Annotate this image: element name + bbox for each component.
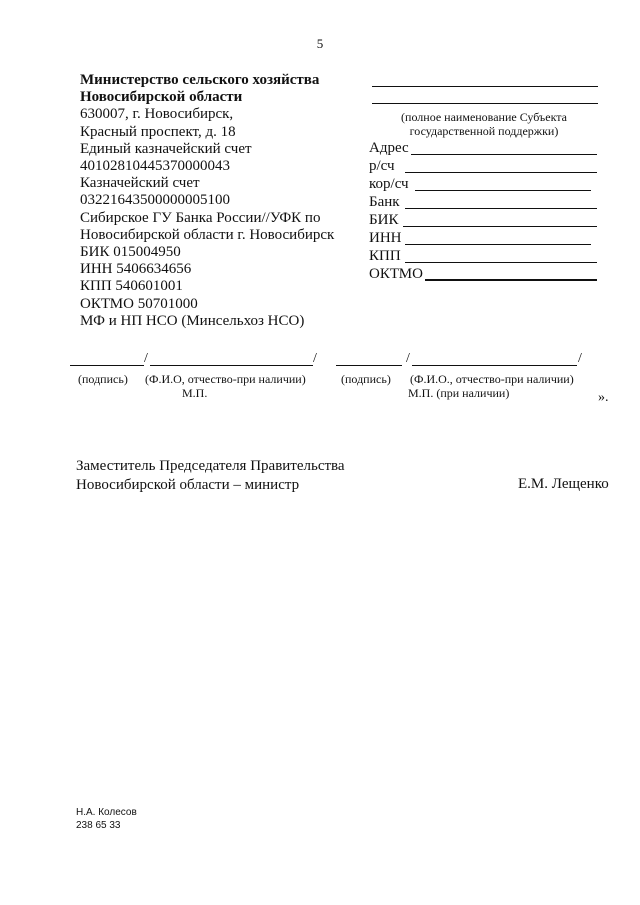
field-corr-account: кор/сч <box>369 176 599 194</box>
left-signature-caption: (подпись) <box>78 372 128 386</box>
right-fio-line <box>412 365 577 366</box>
name-blank-line-1 <box>372 86 598 87</box>
field-bank: Банк <box>369 194 599 212</box>
signer-position-line-1: Заместитель Председателя Правительства <box>76 458 345 474</box>
signer-position <box>76 457 345 495</box>
left-signature-line <box>70 365 144 366</box>
right-signature-line <box>336 365 402 366</box>
left-slash-2: / <box>313 351 317 366</box>
field-address: Адрес <box>369 140 599 158</box>
closing-quote: ». <box>598 390 609 405</box>
requisite-line: 40102810445370000043 <box>80 158 230 175</box>
org-name-line1: Министерство сельского хозяйства <box>80 72 320 88</box>
note-line-2: государственной поддержки) <box>409 124 559 138</box>
right-slash-1: / <box>406 351 410 366</box>
right-signature-caption: (подпись) <box>341 372 391 386</box>
field-oktmo: ОКТМО <box>369 266 599 284</box>
requisite-line: ИНН 5406634656 <box>80 261 192 278</box>
field-bik: БИК <box>369 212 599 230</box>
left-fio-caption: (Ф.И.О, отчество-при наличии) <box>145 372 306 386</box>
requisite-line: Сибирское ГУ Банка России//УФК по <box>80 209 321 226</box>
executor-info <box>76 806 137 832</box>
left-stamp-caption: М.П. <box>182 386 208 400</box>
note-line-1: (полное наименование Субъекта <box>401 110 567 124</box>
requisite-line: 630007, г. Новосибирск, <box>80 106 234 123</box>
right-stamp-caption: М.П. (при наличии) <box>408 386 510 400</box>
requisite-line: Красный проспект, д. 18 <box>80 123 236 140</box>
requisite-line: КПП 540601001 <box>80 278 183 295</box>
ministry-requisites <box>80 72 365 330</box>
signer-position-line-2: Новосибирской области – министр <box>76 477 300 493</box>
name-blank-line-2 <box>372 103 598 104</box>
signer-name: Е.М. Лещенко <box>518 476 609 492</box>
right-slash-2: / <box>578 351 582 366</box>
requisite-line: Единый казначейский счет <box>80 140 252 157</box>
left-fio-line <box>150 365 313 366</box>
right-fio-caption: (Ф.И.О., отчество-при наличии) <box>410 372 574 386</box>
field-inn: ИНН <box>369 230 599 248</box>
org-name-line2: Новосибирской области <box>80 89 243 106</box>
requisite-line: Новосибирской области г. Новосибирск <box>80 226 335 243</box>
executor-name: Н.А. Колесов <box>76 807 137 818</box>
subject-requisites <box>369 76 599 284</box>
field-kpp: КПП <box>369 248 599 266</box>
page-number: 5 <box>316 36 324 51</box>
requisite-line: Казначейский счет <box>80 175 200 192</box>
requisite-line: ОКТМО 50701000 <box>80 295 198 312</box>
field-account: р/сч <box>369 158 599 176</box>
requisite-line: БИК 015004950 <box>80 244 181 261</box>
left-slash-1: / <box>144 351 148 366</box>
executor-phone: 238 65 33 <box>76 820 121 831</box>
requisite-line: МФ и НП НСО (Минсельхоз НСО) <box>80 312 305 329</box>
subject-name-note <box>369 110 599 138</box>
requisite-line: 03221643500000005100 <box>80 192 230 209</box>
